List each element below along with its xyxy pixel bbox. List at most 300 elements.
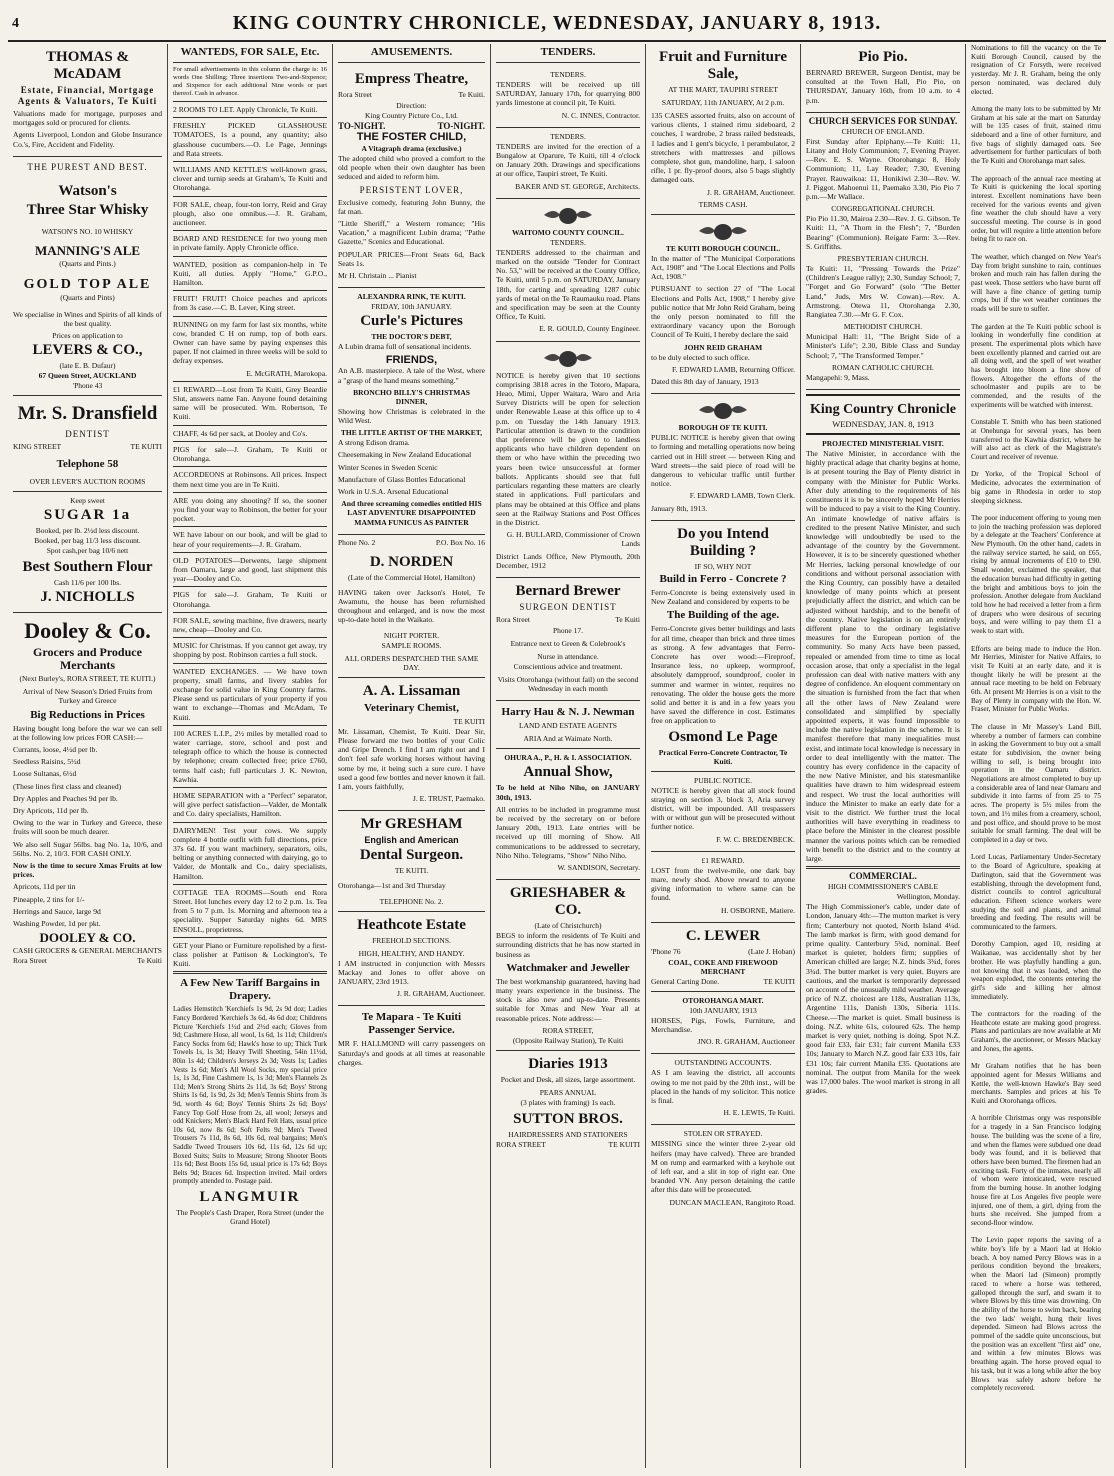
ad-heading: Bernard Brewer xyxy=(515,582,621,599)
ad-line: Te Kuiti xyxy=(615,614,640,624)
ad-heading: GRIESHABER & CO. xyxy=(509,885,627,919)
ad-line: Wellington, Monday. xyxy=(896,892,960,902)
classified-ad: BOARD AND RESIDENCE for two young men in private family. Apply Chronicle office. xyxy=(173,234,327,253)
ad-text: The best workmanship guaranteed, having had many years experience in the business. The stock is also new and up-to-date. Presents suitable for Xmas and New Year all at reasonable prices. Note address:— xyxy=(496,976,640,1023)
ad-heading: Watson's xyxy=(58,182,117,199)
ad-heading: Mr GRESHAM xyxy=(360,816,463,833)
ad-line: TENDERS. xyxy=(550,70,586,79)
ad-line: (Late J. Hoban) xyxy=(748,946,795,956)
column-1 xyxy=(8,44,168,1468)
church-services xyxy=(806,113,960,390)
ad-stolen xyxy=(651,1125,795,1213)
ad-line: PEARS ANNUAL xyxy=(539,1087,597,1097)
ad-text: Pineapple, 2 tins for 1/- xyxy=(13,894,85,904)
ad-text: Arrival of New Season's Dried Fruits from Turkey and Greece xyxy=(22,687,153,706)
ad-line: (Late of the Commercial Hotel, Hamilton) xyxy=(347,572,476,582)
ad-heading: C. LEWER xyxy=(685,927,761,944)
ad-line: WEDNESDAY, JAN. 8, 1913 xyxy=(832,419,934,430)
ad-heathcote xyxy=(338,912,485,1007)
ad-heading: Best Southern Flour xyxy=(22,559,153,576)
ad-line: THE DOCTOR'S DEBT, xyxy=(371,332,452,342)
ad-text: Ferro-Concrete gives better buildings and lasts for all time, cheaper than brick and three times as strong. A few advantages that Ferro-Concrete has over wood:—Fireproof, Insurance less, no upkeep, wormproof, absolutely dampproof, soundproof, cooler in summer and warmer in winter, requires no renovating. The older the house gets the more solid and better it is and in a few years you have saved the difference in cost. Estimates free on application to xyxy=(651,624,795,726)
ad-line: English and American xyxy=(364,835,459,846)
classified-ad: FOR SALE, cheap, four-ton lorry, Reid and Gray plough, also one omnibus.—J. R. Graham, auctioneer. xyxy=(173,199,327,228)
classified-ad: WILLIAMS AND KETTLE'S well-known grass, clover and turnip seeds at Graham's, Te Kuiti and Otorohanga. xyxy=(173,165,327,193)
ad-line: ALEXANDRA RINK, TE KUITI. xyxy=(357,292,466,302)
classified-ad: HOME SEPARATION with a "Perfect" separator, will give perfect satisfaction—Valder, de Montalk and Co. dairy specialists, Hamilton. xyxy=(173,790,327,819)
ad-line: Te Kuiti xyxy=(137,956,162,966)
ad-text: E. R. GOULD, County Engineer. xyxy=(539,324,640,334)
classified-ad: FOR SALE, sewing machine, five drawers, nearly new, cheap—Dooley and Co. xyxy=(173,615,327,634)
ad-text: Currants, loose, 4½d per lb. xyxy=(13,745,98,755)
ad-text: Municipal Hall: 11, "The Bright Side of a Minister's Life"; 2.30, Bible Class and Sunday School; 7, "The Transformed Temper." xyxy=(806,332,960,360)
ad-line: TELEPHONE No. 2. xyxy=(379,896,444,906)
ad-line: Prices on application to xyxy=(52,331,123,341)
ad-text: MR F. HALLMOND will carry passengers on Saturday's and goods at all times at reasonable charges. xyxy=(338,1039,485,1067)
ad-text: We also sell Sugar 56lbs. bag No. 1a, 10/6, and 56lbs. No. 2, 10/3. FOR CASH ONLY. xyxy=(13,839,162,858)
ad-heading: Harry Hau & N. J. Newman xyxy=(501,706,635,719)
ad-line: THE LITTLE ARTIST OF THE MARKET, xyxy=(340,428,483,438)
ad-line: TENDERS. xyxy=(550,131,586,141)
ad-heading: A. A. Lissaman xyxy=(362,682,461,699)
ad-text: TENDERS will be received up till SATURDAY, January 17th, for quarrying 800 yards limestone at council pit, Te Kuiti. xyxy=(496,80,640,108)
ad-text: District Lands Office, New Plymouth, 20th December, 1912 xyxy=(496,551,640,570)
masthead xyxy=(8,6,1106,42)
ad-text: Cheesemaking in New Zealand Educational xyxy=(338,450,472,460)
ad-text: F. EDWARD LAMB, Town Clerk. xyxy=(689,491,795,501)
ad-outstanding xyxy=(651,1054,795,1125)
ad-line: TENDERS. xyxy=(550,237,586,247)
ad-text: Ferro-Concrete is being extensively used in New Zealand and considered by experts to be xyxy=(651,587,795,607)
ad-line: PUBLIC NOTICE. xyxy=(694,775,752,785)
ad-text: Otorohanga—1st and 3rd Thursday xyxy=(338,881,446,891)
ad-fruit-furniture-sale xyxy=(651,44,795,215)
coat-of-arms-icon xyxy=(695,400,751,420)
ad-line: OTOROHANGA MART. xyxy=(682,995,764,1005)
ad-line: METHODIST CHURCH. xyxy=(843,322,923,332)
ad-line: TE KUITI xyxy=(130,442,162,452)
ad-text: "Little Sheriff," a Western romance; "His Vacation," a magnificent Lubin drama; "Pathe Gazette," Scenics and Educational. xyxy=(338,219,485,247)
ad-heading: A Few New Tariff Bargains in Drapery. xyxy=(180,977,320,1003)
ad-text: A Lubin drama full of sensational incidents. xyxy=(338,342,472,352)
ad-line: AT THE MART, TAUPIRI STREET xyxy=(668,85,778,94)
ad-nicholls xyxy=(13,492,162,613)
ad-line: Rora Street xyxy=(496,614,530,624)
ad-reward xyxy=(651,852,795,923)
ad-line: HAIRDRESSERS AND STATIONERS xyxy=(508,1129,628,1139)
ad-line: RORA STREET, xyxy=(542,1025,594,1035)
ad-text: Manufacture of Glass Bottles Educational xyxy=(338,474,466,484)
ad-text: The adopted child who proved a comfort to the old people when their own daughter has been seduced and aided to reform him. xyxy=(338,154,485,182)
ad-text: Mr. Lissaman, Chemist, Te Kuiti. Dear Sir, Please forward me two bottles of your Colic and Gripe Drench. I find I am right out and I don't feel safe working horses without having some by me, it being such a sure cure. I have used a good few bottles and never known it fail. I am, yours faithfully, xyxy=(338,726,485,791)
classified-ad: FRUIT! FRUIT! Choice peaches and apricots from 3s case.—C. B. Lever, King street. xyxy=(173,294,327,313)
ad-text: Having bought long before the war we can sell at the following low prices FOR CASH:— xyxy=(13,723,162,742)
ad-line: SURGEON DENTIST xyxy=(519,601,617,612)
ad-line: RORA STREET xyxy=(496,1139,546,1149)
ad-line: (Late of Christchurch) xyxy=(534,921,602,931)
ad-heading: Empress Theatre, xyxy=(354,71,469,87)
ad-line: BOROUGH OF TE KUITI. xyxy=(678,423,768,433)
ad-line: Entrance next to Green & Colebrook's xyxy=(510,638,626,648)
ad-text: F. W. C. BREDENBECK. xyxy=(716,834,795,844)
ad-text: 135 CASES assorted fruits, also on account of various clients, 1 stained rimu sideboard, 2 couches, 1 wardrobe, 2 brass railed bedsteads, 1 ladies and 1 gent's bicycle, 1 perambulator, 2 stretchers with mattresses and pillows complete, shot gun, mandoline, harp, 1 saloon rifle, 1 pr. fly-proof doors, also 5 bags slightly damaged oats. xyxy=(651,111,795,185)
ad-tender-quarry xyxy=(496,66,640,128)
ad-text: NOTICE is hereby given that 10 sections comprising 3818 acres in the Totoro, Mapara, Heao, Mimi, Upper Waitara, Waro and Aria Survey Districts will be open for selection under Renewable Lease at this office up to 4 p.m. on Tuesday the 14th January 1913. Particular attention is drawn to the condition that preference will be given to landless applicants who have children dependent on them or who have within the preceding two years been twice unsuccessful at former ballots. Applicants should see that full particulars regarding these matters are clearly stated in applications. Full particulars and plans may be obtained at this Office and plans seen at the Railway Stations and Post Offices in the District. xyxy=(496,370,640,527)
classified-ad: ARE you doing any shooting? If so, the sooner you find your way to Robinson, the better for your pocket. xyxy=(173,495,327,524)
ad-heading: J. NICHOLLS xyxy=(40,589,135,606)
classified-ad: ACCORDEONS at Robinsons. All prices. Inspect them next time you are in Te Kuiti. xyxy=(173,470,327,489)
ad-heading: Heathcote Estate xyxy=(357,916,466,933)
ad-public-notice xyxy=(651,772,795,852)
ad-alexandra-rink xyxy=(338,288,485,535)
ad-line: JOHN REID GRAHAM xyxy=(683,342,763,352)
ad-text: JNO. R. GRAHAM, Auctioneer xyxy=(697,1037,795,1047)
ad-line: TO-NIGHT. xyxy=(437,121,485,131)
ad-line: CASH GROCERS & GENERAL MERCHANTS xyxy=(13,946,162,956)
ad-text: Herrings and Sauce, large 9d xyxy=(13,906,101,916)
column-5 xyxy=(646,44,801,1468)
ad-line: ARIA And at Waimate North. xyxy=(523,734,613,744)
ad-line: SAMPLE ROOMS. xyxy=(381,640,442,650)
ad-line: ROMAN CATHOLIC CHURCH. xyxy=(832,362,934,372)
ad-line: Rora Street xyxy=(13,956,47,966)
page-number: 4 xyxy=(12,16,19,31)
article-headline: PROJECTED MINISTERIAL VISIT. xyxy=(822,439,944,449)
ad-text: Winter Scenes in Sweden Scenic xyxy=(338,462,438,472)
ad-text: AS I am leaving the district, all accounts owing to me not paid by the 20th inst., will be placed in the hands of my solicitor. This notice is final. xyxy=(651,1068,795,1105)
ad-text: Pocket and Desk, all sizes, large assortment. xyxy=(500,1074,636,1084)
ad-text: We specialise in Wines and Spirits of all kinds of the best quality. xyxy=(13,309,162,329)
ad-line: WATSON'S NO. 10 WHISKY xyxy=(41,226,134,236)
ad-heading: Veterinary Chemist, xyxy=(364,701,459,714)
ad-text: Work in U.S.A. Arsenal Educational xyxy=(338,487,449,497)
ad-line: Cash 11/6 per 100 lbs. xyxy=(53,578,121,588)
classified-ad: FRESHLY PICKED GLASSHOUSE TOMATOES, 1s a pound, any quantity; also glasshouse cucumbers.—O. Le Page, Jennings and Rata streets. xyxy=(173,121,327,158)
ad-text: An A.B. masterpiece. A tale of the West, where a "grasp of the hand means something." xyxy=(338,366,485,385)
column-7 xyxy=(966,44,1106,1468)
ad-text: Dated this 8th day of January, 1913 xyxy=(651,377,759,387)
section-heading: CHURCH SERVICES FOR SUNDAY. xyxy=(808,115,958,126)
ad-line: General Carting Done. xyxy=(651,976,720,986)
ad-heading: Fruit and Furniture Sale, xyxy=(658,49,788,82)
ad-line: TO-NIGHT. xyxy=(338,121,386,131)
ad-text: NOTICE is hereby given that all stock found straying on section 3, block 3, Aria survey district, will be impounded. All trespassers with or without gun will be prosecuted without further notice. xyxy=(651,785,795,832)
ad-text: Visits Otorohanga (without fail) on the second Wednesday in each month xyxy=(497,674,639,694)
classified-ad: OLD POTATOES—Derwents, large shipment from Oamaru, large and good, last shipment this year—Dooley and Co. xyxy=(173,555,327,584)
ad-heading: Mr. S. Dransfield xyxy=(17,403,158,425)
ad-line: COAL, COKE AND FIREWOOD MERCHANT xyxy=(668,957,778,976)
ad-line: Booked, per lb. 2½d less discount. xyxy=(35,526,140,536)
ad-text: LOST from the twelve-mile, one dark bay mare, newly shod. Above reward to anyone giving information to where same can be found. xyxy=(651,865,795,903)
coat-of-arms-icon xyxy=(540,205,596,225)
ad-norden xyxy=(338,535,485,678)
ad-heading: Te Mapara - Te Kuiti Passenger Service. xyxy=(361,1011,462,1037)
ad-line: DENTIST xyxy=(65,429,110,440)
ad-text: Now is the time to secure Xmas Fruits at low prices. xyxy=(13,861,162,880)
ad-lissaman xyxy=(338,678,485,812)
ad-text: HORSES, Pigs, Fowls, Furniture, and Merchandise. xyxy=(651,1015,795,1034)
column-2 xyxy=(168,44,333,1468)
ad-text: BAKER AND ST. GEORGE, Architects. xyxy=(515,181,640,191)
ad-heading: DOOLEY & CO. xyxy=(39,930,136,946)
ad-heading: Telephone 58 xyxy=(56,458,119,471)
classified-ad: RUNNING on my farm for last six months, white cow, branded C H on rump, top of both ears. Owner can have same by paying expenses this paper. If not claimed in three weeks will be sold to defray expenses. xyxy=(173,319,327,366)
article-text: The Native Minister, in accordance with the highly practical adage that charity begins at home, is at present touring the Bay of Plenty district in company with the Minister for Public Works. After duly attending to the requirements of his constituents it is to be sincerely hoped Mr Herries will be induced to pay a visit to the King Country. An intimate knowledge of native affairs is credited to the present Native Minister, and such knowledge will undoubtedly be used to the advantage of the country by the Government. However, it is to be sincerely questioned whether Mr Herries, lacking personal knowledge of our conditions and without personal association with the King Country, can possibly have a detailed knowledge of many points which at present prejudicially affect the district, and which can be adjusted without hardship, and to the benefit of the country. Native legislation is on an entirely different plane to the ordinary legislative measures for the European portion of the community. So many Acts have been passed, repealed or amended from time to time as local occasion arose, that only a specialist in the legal profession can deal with native matters with any degree of confidence. An eloquent commentary on the situation is furnished from the fact that when all the other laws of New Zealand were consolidated and simplified by specially appointed experts, it was found impossible to include the native legislation in the scheme. It is manifest therefore that many inequalities must exist, and intimate local knowledge is necessary in order to deal intelligently with the matter. The country has every confidence in the capacity of the new Native Minister, and his statesmanlike qualities have drawn to him widespread esteem and respect. We trust the local authorities will induce the Minister to make an early date for a visit to the district. We further trust the local authorities will have everything in readiness to place before the Minister in the clearest possible manner the various points which can be remedied with benefit to the district and to the country at large. xyxy=(806,449,960,864)
ad-sub: Estate, Financial, Mortgage Agents & Valuators, Te Kuiti xyxy=(17,85,158,106)
ad-line: CONGREGATIONAL CHURCH. xyxy=(831,204,935,214)
ad-line: Booked, per bag 11/3 less discount. xyxy=(34,536,141,546)
ad-text: Showing how Christmas is celebrated in the Wild West. xyxy=(338,406,485,426)
ad-text: J. R. GRAHAM, Auctioneer. xyxy=(707,187,795,197)
ad-text: G. H. BULLARD, Commissioner of Crown Lands xyxy=(506,530,640,549)
ad-text: Mangapehi: 9, Mass. xyxy=(806,372,870,382)
ad-text: Valuations made for mortgage, purposes and mortgages sold or procured for clients. xyxy=(13,109,162,128)
classified-ad: WE have labour on our book, and will be glad to hear of your requirements—J. R. Graham. xyxy=(173,530,327,549)
ad-text: W. SANDISON, Secretary. xyxy=(557,862,640,872)
local-news: Nominations to fill the vacancy on the Te Kuiti Borough Council, caused by the resignation of Cr Forsyth, were received yesterday. Mr J. R. Graham, being the only person nominated, was declared duly elected. Among the many lots to be submitted by Mr Graham at his sale at the mart on Saturday will be 135 cases of fruit, stained rimu sideboard and a line of other furniture, and five bags of slightly damaged oats. See advertisement for further particulars of both the Te Kuiti and Otorohanga mart sales. The approach of the annual race meeting at Te Kuiti is quickening the local sporting interest. Excellent nominations have been received for the various events and given fine weather the club should have a very successful meeting. The course is in good order, but will require a little attention before being fit to race on. The weather, which changed on New Year's Day from bright sunshine to rain, continues broken and much rain has fallen during the past week. Those settlers who have burnt off will have a fine chance of getting turnip crops, but if the wet weather continues the roads will be sure to suffer. The garden at the Te Kuiti public school is looking in wonderfully fine condition at present. The experimental plots which have been excellently planned and carried out are all doing well, and the spell of wet weather has brought into bloom a fine show of flowers. Altogether the efforts of the schoolmaster and pupils are to be commended, and the results of the experiments will be watched with interest. Constable T. Smith who has been stationed at Onehunga for several years, has been transferred to the Kawhia district, where he will also act as clerk of the Magistrate's Court and receiver of revenue. Dr Yorke, of the Tropical School of Medicine, advocates the extermination of big game in Rhodesia in order to stop sleeping sickness. The poor inducement offering to young men to join the teaching profession was deplored by a delegate at the Teachers' Conference at New Plymouth. On the other hand, cadets in the railway service started, he said, on £65, rising by annual increments of £10 to £90. Small wonder, exclaimed the speaker, that the education bureau had difficulty in getting the bright and ambitious boys to join the profession. Another delegate from Auckland told how he had received a letter from a firm of drapers who were desirous of securing boys, and were willing to pay them £1 a week to start with. Efforts are being made to induce the Hon. Mr Herries, Minister for Native Affairs, to visit Te Kuiti at an early date, and it is thought likely he will be present at the annual race meeting to be held on February 6th. At present Mr Herries is on a visit to the Bay of Plenty in company with the Hon. W. Fraser, Minister for Public Works. The clause in Mr Massey's Land Bill, whereby a number of farmers can combine in asking the Government to buy out a small estate for subdivision, the owner being willing to sell, is being brought into operation in the Oamaru district. Negotiations are almost completed to buy up a considerable area of land near Oamaru and subdivide it into farms of from 25 to 75 acres. The property is 5½ miles from the town, and 1½ miles from a creamery, school, and post office, and should prove to be most suitable for small farming. The deal will be completed in a day or two. Lord Lucas, Parliamentary Under-Secretary to the Board of Agriculture, speaking at Darlington, said that the Government was establishing, through the development fund, district councils to control agricultural education. Fifteen science workers were studying the soil and plants, and animal breeding and feeding. The results will be communicated to the farmers. Dorothy Campion, aged 10, residing at Waikanae, was accidentally shot by her brother. He was playfully handling a gun, not knowing that it was loaded, when the weapon exploded, the contents entering the girl's side and killing her almost immediately. The contractors for the roading of the Heathcote estate are making good progress. Plans and particulars are now available at Mr Graham's, the auctioneer, or Messrs Mackay and Jones, the agents. Mr Graham notifies that he has been appointed agent for Messrs Williams and Kettle, the well-known Hawke's Bay seed merchants. Samples and prices at his Te Kuiti and Otorohanga offices. A horrible Christmas orgy was responsible for a tragedy in a San Francisco lodging house. The building was the scene of a fire, and when the flames were subdued one dead body was found, and it is believed that others have been burned. The firemen had an exciting task. Forty of the inmates, nearly all of whom were intoxicated, were rescued from the burning house. In another lodging house fire at Los Angeles five people were injured, one of them, a girl, dying from the hurts she received. She jumped from a second-floor window. The Levin paper reports the saving of a white boy's life by a Maori lad at Hokio beach. A boy named Percy Blows was in a perilous condition beyond the breakers, when the Maori lad (Simeon) promptly raced to where a horse was tethered, galloped through the surf, and swam it to where Blows by this time was drowning. On the ability of the horse to swim back, bearing the two lads' weight, hung their lives depended. Simeon had Blows across the pommel of the saddle quite unconscious, but the position was an excellent "first aid" one, and within a few minutes Blows was breathing again. The horse proved equal to his task, but it was a long while after the boy Blows was safely ashore before he completely recovered. xyxy=(971,44,1101,1393)
ad-text: DUNCAN MACLEAN, Rangitoto Road. xyxy=(669,1197,795,1207)
editorial-masthead xyxy=(806,394,960,435)
ad-line: PERSISTENT LOVER, xyxy=(359,184,464,195)
ad-line: STOLEN OR STRAYED. xyxy=(683,1129,763,1139)
classified-ad-signature: E. McGRATH, Marokopa. xyxy=(246,368,327,378)
ad-text: Dry Apples and Peaches 9d per lb. xyxy=(13,793,118,803)
classified-ad: WANTED, position as companion-help in Te Kuiti, all duties. Apply "Home," G.P.O., Hamilton. xyxy=(173,259,327,288)
ad-heading: SUTTON BROS. xyxy=(513,1110,623,1127)
ad-line: TE KUITI xyxy=(608,1139,640,1149)
ad-line: (Quarts and Pints.) xyxy=(59,258,116,268)
ad-heading: Curle's Pictures xyxy=(360,313,463,330)
ad-text: Dry Apricots, 11d per lb. xyxy=(13,806,89,816)
ad-pio-pio xyxy=(806,44,960,113)
ad-line: Direction: xyxy=(396,101,427,110)
ad-line: 'Phone 76 xyxy=(651,946,681,956)
ad-line: BRONCHO BILLY'S CHRISTMAS DINNER, xyxy=(353,387,470,406)
ad-line: Practical Ferro-Concrete Contractor, Te Kuiti. xyxy=(658,747,788,766)
ad-line: TE KUITI xyxy=(763,976,795,986)
ad-line: Conscientious advice and treatment. xyxy=(513,661,623,671)
ad-dransfield xyxy=(13,396,162,492)
ad-line: THE PUREST AND BEST. xyxy=(27,161,148,172)
ad-text: A strong Edison drama. xyxy=(338,438,410,448)
ad-tender-bungalow xyxy=(496,128,640,199)
ad-text: PUBLIC NOTICE is hereby given that owing to forming and metalling operations now being carried out in Hill street — between King and Ward streets—the said piece of road will be dangerous to vehicular traffic until further notice. xyxy=(651,433,795,489)
ad-line: (Next Burley's, RORA STREET, TE KUITI.) xyxy=(19,674,156,684)
ad-text: H. E. LEWIS, Te Kuiti. xyxy=(723,1108,795,1118)
ad-line: LAND AND ESTATE AGENTS xyxy=(519,721,617,731)
column-6 xyxy=(801,44,966,1468)
ad-heading: Three Star Whisky xyxy=(26,201,149,218)
ad-line: WAITOMO COUNTY COUNCIL. xyxy=(512,227,624,237)
ad-heading: GOLD TOP ALE xyxy=(23,276,152,292)
ad-line: OUTSTANDING ACCOUNTS. xyxy=(674,1058,772,1068)
ad-line: TE KUITI xyxy=(453,716,485,726)
ad-sutton xyxy=(496,1051,640,1154)
ad-ohura-show xyxy=(496,749,640,880)
classified-ad: DAIRYMEN! Test your cows. We supply complete 4 bottle outfit with full directions, price 37s 6d. If you want machinery, separators, oils, belting or anything connected with dairying, go to Valder, de Montalk and Co., dairy specialists, Hamilton. xyxy=(173,825,327,881)
ad-heading: Dental Surgeon. xyxy=(359,847,464,864)
ad-text: J. R. GRAHAM, Auctioneer. xyxy=(397,989,485,999)
ad-waitomo-council xyxy=(496,199,640,342)
ad-heading: Watchmaker and Jeweller xyxy=(506,961,630,974)
ad-line: 67 Queen Street, AUCKLAND xyxy=(38,371,137,381)
ad-text: And three screaming comedies entitled HIS LAST ADVENTURE DISAPPOINTED MAMMA FUNICUS AS PAINTER xyxy=(341,499,482,527)
section-heading: TENDERS. xyxy=(540,46,596,58)
ad-line: A Vitagraph drama (exclusive.) xyxy=(361,144,462,153)
ad-text: For small advertisements in this column the charge is: 16 words One Shilling; Three insertions Two-and-Sixpence; and Sixpence for each additional Nine words or part thereof. Cash in advance. xyxy=(173,66,327,97)
ad-heading: Annual Show, xyxy=(523,764,613,781)
article-text: The High Commissioner's cable, under date of London, January 4th:—The mutton market is very firm; Canterbury not quoted, North Island 4¼d. The lamb market is firm, with good demand for prime quality. Canterbury 5¾d, nominal. Beef market is quieter, holders firm; supplies of American chilled are large; N.Z. hinds 3¾d, fores 3¾d. The butter market is very quiet. Buyers are cautious, and the market is temporarily depressed on account of the unusually mild weather. Average price of N.Z. choicest are 118s, Australian 113s, Argentine 111s, Danish 130s, Siberia 111s. Cheese.—The market is quiet. Small business is doing. N.Z. white 61s, coloured 62s. The hemp market is very quiet, nothing is doing. Spot N.Z. good fair £33, fair £31; fair current Manila £33 10s; January to March N.Z. good fair £33 10s, fair £31 10s; fair current Manila £35. Quotations are nominal. The output from Manila for the week was 17,000 bales. The wool market is strong in all grades. xyxy=(806,902,960,1096)
ad-text: Pio Pio 11.30, Mairoa 2.30—Rev. J. G. Gibson. Te Kuiti: 11, "A Thorn in the Flesh"; 7, "Burden Bearing" (Communion). Reigate Farm: 3.—Rev. S. Griffiths. xyxy=(806,214,961,251)
ad-heading: MANNING'S ALE xyxy=(34,242,141,258)
ad-thomas-mcadam xyxy=(13,44,162,157)
ad-line: NIGHT PORTER. xyxy=(383,630,440,640)
ad-heading: SUGAR 1a xyxy=(43,507,132,524)
editorial xyxy=(806,439,960,1095)
ad-text: POPULAR PRICES—Front Seats 6d, Back Seats 1s. xyxy=(338,249,485,268)
ad-line: (Quarts and Pints) xyxy=(60,292,115,302)
ad-text: Exclusive comedy, featuring John Bunny, the fat man. xyxy=(338,197,485,216)
ad-line: (3 plates with framing) 1s each. xyxy=(520,1097,616,1107)
ad-text: Washing Powder, 1d per pkt. xyxy=(13,919,101,929)
ad-heading: Do you Intend Building ? xyxy=(677,525,769,559)
ad-line: FREEHOLD SECTIONS. xyxy=(372,935,451,945)
ad-text: TENDERS are invited for the erection of a Bungalow at Oparure, Te Kuiti, till 4 o'clock on January 20th. Drawings and specifications at our office, Taupiri street, Te Kuiti. xyxy=(496,141,640,179)
ad-gresham xyxy=(338,811,485,911)
ad-grieshaber xyxy=(496,880,640,1051)
ad-line: HIGH, HEALTHY, AND HANDY. xyxy=(358,948,465,958)
ad-line: OHURA A., P., H. & I. ASSOCIATION. xyxy=(504,753,632,763)
ad-borough-notice xyxy=(651,394,795,521)
ad-line: Nurse in attendance. xyxy=(537,651,599,661)
ad-borough-council xyxy=(651,215,795,394)
page-title: KING COUNTRY CHRONICLE, WEDNESDAY, JANUARY 8, 1913. xyxy=(232,11,882,34)
classified-ad: £1 REWARD—Lost from Te Kuiti, Grey Beardie Slut, answers name Fan. Anyone found detaining same will be prosecuted. Wm. Robertson, Te Kuiti. xyxy=(173,384,327,422)
ad-heading: FRIENDS, xyxy=(385,354,438,367)
ad-line: ALL ORDERS DESPATCHED THE SAME DAY. xyxy=(344,653,479,672)
classified-ad: COTTAGE TEA ROOMS—South end Rora Street. Hot lunches every day 12 to 2 p.m. 1s. Tea from 5 to 7 p.m. 1s. Morning and afternoon tea a speciality. Supper Saturday nights 6d. MRS ENSOLL, proprietress. xyxy=(173,887,327,934)
ad-text: TENDERS addressed to the chairman and marked on the outside "Tender for Contract No. 53," will be received at the County Office, Te Kuiti, until 5 p.m. on SATURDAY, January 18th, for carting and spreading 1287 cubic yards of metal on the Te Raumauku road. Plans and specification may be seen at the County Office, Te Kuiti. xyxy=(496,247,640,322)
ad-text: PURSUANT to section 27 of "The Local Elections and Polls Act, 1908," I hereby give public notice that Mr John Reid Graham, being the only person nominated to fill the extraordinary vacancy upon the Borough Council of Te Kuiti, I hereby declare the said xyxy=(651,284,795,340)
ad-line: FRIDAY, 10th JANUARY. xyxy=(371,302,452,312)
ad-text: I AM instructed in conjunction with Messrs Mackay and Jones to offer above on JANUARY, 23rd 1913. xyxy=(338,958,485,986)
ad-heading: THOMAS & McADAM xyxy=(46,49,129,82)
classified-ad: WANTED EXCHANGES. — We have town property, small farms, and livery stables for exchange for solid value in King Country farms. Please send us particulars of your property if you want to exchange—Thomas and McAdam, Te Kuiti. xyxy=(173,666,327,722)
coat-of-arms-icon xyxy=(695,221,751,241)
ad-text: N. C. INNES, Contractor. xyxy=(561,110,640,120)
classified-ad: CHAFF, 4s 6d per sack, at Dooley and Co's. xyxy=(173,428,308,438)
ad-heading: THE FOSTER CHILD, xyxy=(356,131,467,143)
ad-text: Agents Liverpool, London and Globe Insurance Co.'s, Fire, Accident and Fidelity. xyxy=(13,130,162,149)
ad-text: In the matter of "The Municipal Corporations Act, 1908" and "The Local Elections and Polls Act, 1908." xyxy=(651,253,795,282)
ad-hau-newman xyxy=(496,701,640,749)
ad-levers xyxy=(13,157,162,396)
ad-heading: LANGMUIR xyxy=(199,1188,301,1205)
ad-line: PRESBYTERIAN CHURCH. xyxy=(837,254,929,264)
ad-heading: Dooley & Co. xyxy=(24,618,151,644)
ad-line: OVER LEVER'S AUCTION ROOMS xyxy=(29,477,146,487)
ad-text: First Sunday after Epiphany.—Te Kuiti: 11, Litany and Holy Communion; 7, Evening Prayer.—Rev. E. S. Wayne. Otorohanga: 8, Holy Communion; 11, Lay Reader; 7.30, Evening Prayer. Rauwaikoa: 11, Honikiwi 2.30—Rev. W. J. Piggot. Mahoenui 11, Paemako 3.30, Pio Pio 7 p.m.—Mr Wallace. xyxy=(806,136,960,202)
ad-ferro-concrete xyxy=(651,521,795,772)
ad-line: Spot cash,per bag 10/6 nett xyxy=(46,546,129,556)
classified-ad: GET your Piano or Furniture repolished by a first-class polisher at Pattison & Lockington's, Te Kuiti. xyxy=(173,940,327,969)
ad-heading: Diaries 1913 xyxy=(528,1055,608,1072)
ad-line: 10th JANUARY, 1913 xyxy=(689,1005,757,1015)
ad-text: Mr H. Christain ... Pianist xyxy=(338,271,417,281)
ad-line: 'Phone 43 xyxy=(72,381,103,391)
ad-heading: Big Reductions in Prices xyxy=(30,708,145,721)
ad-line: Rora Street xyxy=(338,90,372,99)
ad-text: F. EDWARD LAMB, Returning Officer. xyxy=(671,364,795,374)
ad-line: Te Kuiti. xyxy=(458,90,485,99)
ad-heading: The Building of the age. xyxy=(666,609,780,622)
ad-line: IF SO, WHY NOT xyxy=(694,561,752,571)
ad-line: P.O. Box No. 16 xyxy=(435,537,485,547)
section-heading: AMUSEMENTS. xyxy=(370,46,453,58)
ad-line: TE KUITI BOROUGH COUNCIL. xyxy=(665,243,781,253)
classified-ad: 2 ROOMS TO LET. Apply Chronicle, Te Kuiti. xyxy=(173,105,318,114)
classified-ad: MUSIC for Christmas. If you cannot get away, try shopping by post. Robinson carries a full stock. xyxy=(173,641,327,660)
section-heading: WANTEDS, FOR SALE, Etc. xyxy=(180,46,320,58)
columns xyxy=(8,44,1106,1468)
ad-line: King Country Picture Co., Ltd. xyxy=(364,111,459,120)
ad-text: January 8th, 1913. xyxy=(651,503,708,513)
ad-line: (late E. B. Dufaur) xyxy=(59,361,116,371)
ad-heading: LEVERS & CO., xyxy=(32,342,143,359)
ad-line: Phone No. 2 xyxy=(338,537,376,547)
ad-line: Phone 17. xyxy=(553,625,583,635)
ad-otorohanga-mart xyxy=(651,992,795,1055)
ad-text: to be duly elected to such office. xyxy=(651,352,750,362)
ad-text: BERNARD BREWER, Surgeon Dentist, may be consulted at the Town Hall, Pio Pio, on THURSDAY, January 16th, from 10 a.m. to 4 p.m. xyxy=(806,68,960,105)
ad-text: BEGS to inform the residents of Te Kuiti and surrounding districts that he has now started in business as xyxy=(496,931,640,959)
ad-heading: Osmond Le Page xyxy=(668,728,778,745)
ad-text: HAVING taken over Jackson's Hotel, Te Awamutu, the house has been refurnished throughout and enlarged, and is now the most up-to-date hotel in the Waikato. xyxy=(338,587,485,625)
ad-line: TE KUITI. xyxy=(394,866,429,876)
ad-text: (These lines first class and cleaned) xyxy=(13,781,122,791)
ad-text: J. E. TRUST, Paemako. xyxy=(412,794,485,804)
classified-ad: PIGS for sale—J. Graham, Te Kuiti or Otorohanga. xyxy=(173,444,327,464)
ad-line: HIGH COMMISSIONER'S CABLE xyxy=(827,882,939,892)
ad-text: Seedless Raisins, 5½d xyxy=(13,757,81,767)
ad-line: (Opposite Railway Station), Te Kuiti xyxy=(512,1035,624,1045)
column-3 xyxy=(333,44,491,1468)
ad-line: TERMS CASH. xyxy=(698,199,748,209)
ad-line: The People's Cash Draper, Rora Street (under the Grand Hotel) xyxy=(176,1207,324,1226)
ad-crown-lands xyxy=(496,342,640,578)
ad-text: Te Kuiti: 11, "Pressing Towards the Prize" (Children's League rally); 2.30, Sunday School; 7, "Forget and Go Forward" (solo "The Better Land," Juds, Mrs W. Cowan).—Rev. A. Armstrong. Otewa 11, Otorohanga 2.30, Rangiatea 7.30.—Mr G. F. Cox. xyxy=(806,264,960,320)
ad-bernard-brewer xyxy=(496,578,640,701)
ad-text: Loose Sultanas, 6½d xyxy=(13,769,77,779)
ad-text: Owing to the war in Turkey and Greece, these fruits will soon be much dearer. xyxy=(13,818,162,837)
classified-ad: 100 ACRES L.I.P., 2½ miles by metalled road to water carriage, store, school and post and telegraph office to which the house is connected by telephone; cream collected free; price £760, terms half cash; full particulars J. K. Newton, Kawhia. xyxy=(173,728,327,784)
ad-line: £1 REWARD. xyxy=(701,855,745,865)
ad-heading: D. NORDEN xyxy=(369,553,454,570)
ad-dooley xyxy=(13,613,162,970)
ad-text: All entries to be included in programme must be received by the secretary on or before January 20th, 1913. Late entries will be received up till morning of Show. All communications to be addressed to secretary, Niho Niho. Telegrams, "Show" Niho Niho. xyxy=(496,804,640,860)
coat-of-arms-icon xyxy=(540,348,596,368)
column-4 xyxy=(491,44,646,1468)
section-heading: COMMERCIAL. xyxy=(849,871,917,882)
ad-empress-theatre xyxy=(338,66,485,288)
ad-heading: Pio Pio. xyxy=(858,49,908,65)
ad-text: MISSING since the winter three 2-year old heifers (may have calved). Three are branded M on rump and earmarked with a keyhole out of left ear, and a slit in top of right ear. One branded VN. Any person detaining the cattle after this date will be prosecuted. xyxy=(651,1139,795,1195)
ad-text: Apricots, 11d per tin xyxy=(13,882,76,892)
ad-heading: King Country Chronicle xyxy=(810,402,956,418)
ad-line: CHURCH OF ENGLAND. xyxy=(841,126,925,136)
ad-mapara xyxy=(338,1006,485,1074)
ad-lewer xyxy=(651,923,795,992)
